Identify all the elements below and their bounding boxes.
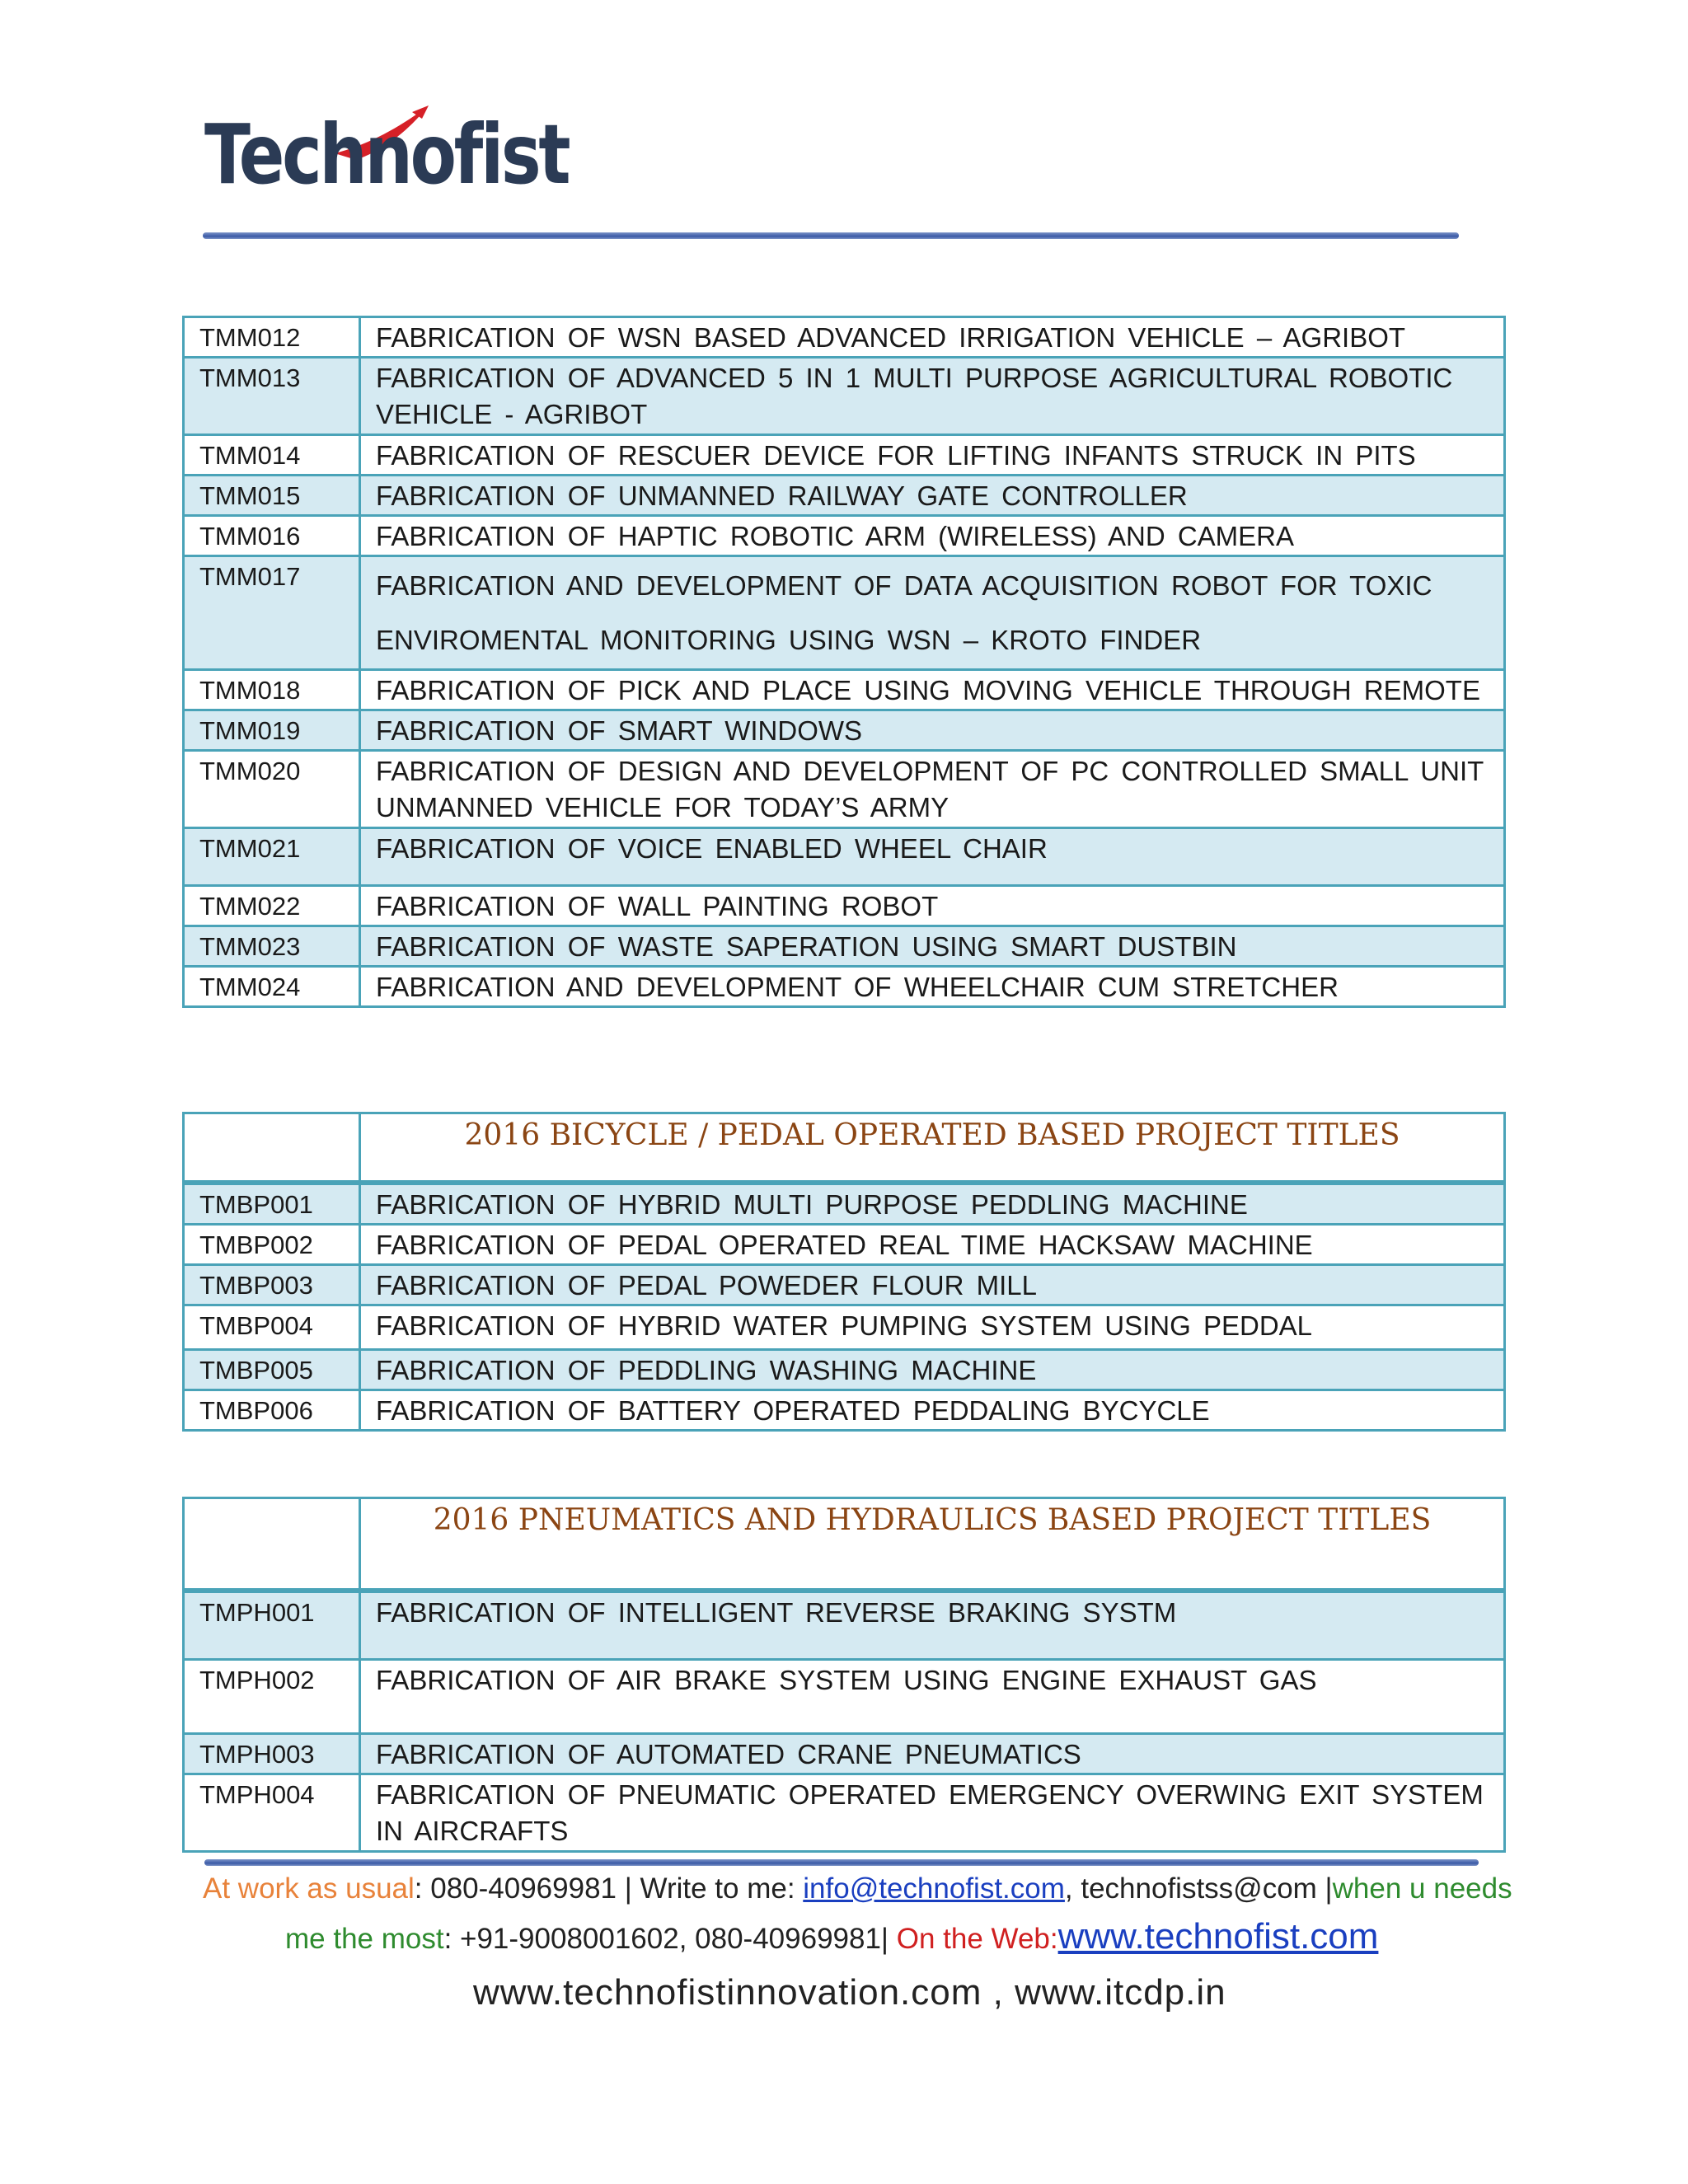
table-row [184, 516, 1505, 556]
table-row [184, 556, 1505, 670]
project-title: FABRICATION OF PEDDLING WASHING MACHINE [360, 1349, 1505, 1390]
project-title: FABRICATION OF WSN BASED ADVANCED IRRIGATION VEHICLE – AGRIBOT [360, 317, 1505, 358]
table-row [184, 1349, 1505, 1390]
table-row [184, 1305, 1505, 1349]
project-code: TMBP001 [184, 1183, 360, 1225]
project-code: TMM021 [184, 828, 360, 886]
project-title: FABRICATION OF SMART WINDOWS [360, 710, 1505, 751]
project-code: TMM018 [184, 670, 360, 710]
table-row [184, 1591, 1505, 1660]
project-title: FABRICATION OF ADVANCED 5 IN 1 MULTI PURPOSE AGRICULTURAL ROBOTIC VEHICLE - AGRIBOT [360, 358, 1505, 435]
work-phone: : 080-40969981 | Write to me: [414, 1872, 804, 1905]
table-row [184, 1390, 1505, 1430]
project-code: TMPH004 [184, 1774, 360, 1852]
table-row [184, 967, 1505, 1007]
table-row [184, 1734, 1505, 1774]
table-row [184, 828, 1505, 886]
table-row [184, 670, 1505, 710]
project-title: FABRICATION OF RESCUER DEVICE FOR LIFTING INFANTS STRUCK IN PITS [360, 435, 1505, 476]
project-title: FABRICATION OF BATTERY OPERATED PEDDALING BYCYCLE [360, 1390, 1505, 1430]
project-code: TMM016 [184, 516, 360, 556]
footer-contact-line [203, 1869, 1512, 1909]
footer-sites-line: www.technofistinnovation.com , www.itcdp.in [473, 1972, 1226, 2013]
project-code: TMBP002 [184, 1224, 360, 1264]
project-title: FABRICATION OF UNMANNED RAILWAY GATE CONTROLLER [360, 476, 1505, 516]
project-title: FABRICATION OF HYBRID WATER PUMPING SYSTEM USING PEDDAL [360, 1305, 1505, 1349]
table-row [184, 1264, 1505, 1305]
project-code: TMM022 [184, 886, 360, 926]
project-title: FABRICATION AND DEVELOPMENT OF WHEELCHAIR CUM STRETCHER [360, 967, 1505, 1007]
work-label: At work as usual [203, 1872, 415, 1905]
website-link[interactable]: www.technofist.com [1057, 1916, 1379, 1957]
header-code-cell [184, 1498, 360, 1591]
project-code: TMM013 [184, 358, 360, 435]
header-code-cell [184, 1113, 360, 1183]
project-code: TMPH001 [184, 1591, 360, 1660]
project-code: TMM019 [184, 710, 360, 751]
table-row [184, 751, 1505, 828]
table-row [184, 476, 1505, 516]
projects-table-pneumatics [182, 1497, 1506, 1853]
project-code: TMPH003 [184, 1734, 360, 1774]
email-link[interactable]: info@technofist.com [803, 1872, 1065, 1905]
project-title: FABRICATION OF INTELLIGENT REVERSE BRAKING SYSTM [360, 1591, 1505, 1660]
table-row [184, 358, 1505, 435]
project-code: TMBP006 [184, 1390, 360, 1430]
project-title: FABRICATION AND DEVELOPMENT OF DATA ACQUISITION ROBOT FOR TOXIC ENVIROMENTAL MONITORING USING WSN – KROTO FINDER [360, 556, 1505, 670]
logo-text: Technofist [204, 106, 569, 203]
project-code: TMBP004 [184, 1305, 360, 1349]
section-title: 2016 BICYCLE / PEDAL OPERATED BASED PROJECT TITLES [360, 1113, 1505, 1183]
project-title: FABRICATION OF AIR BRAKE SYSTEM USING ENGINE EXHAUST GAS [360, 1660, 1505, 1734]
project-title: FABRICATION OF PEDAL POWEDER FLOUR MILL [360, 1264, 1505, 1305]
table-header-row [184, 1498, 1505, 1591]
web-label: On the Web: [889, 1923, 1058, 1955]
project-code: TMM012 [184, 317, 360, 358]
project-code: TMM017 [184, 556, 360, 670]
projects-table-bicycle [182, 1112, 1506, 1432]
section-title: 2016 PNEUMATICS AND HYDRAULICS BASED PROJECT TITLES [360, 1498, 1505, 1591]
project-title: FABRICATION OF PNEUMATIC OPERATED EMERGENCY OVERWING EXIT SYSTEM IN AIRCRAFTS [360, 1774, 1505, 1852]
project-title: FABRICATION OF VOICE ENABLED WHEEL CHAIR [360, 828, 1505, 886]
header-rule [203, 232, 1459, 239]
project-code: TMPH002 [184, 1660, 360, 1734]
table-row [184, 435, 1505, 476]
table-row [184, 926, 1505, 967]
project-code: TMM014 [184, 435, 360, 476]
project-title: FABRICATION OF DESIGN AND DEVELOPMENT OF PC CONTROLLED SMALL UNIT UNMANNED VEHICLE FOR TODAY’S ARMY [360, 751, 1505, 828]
project-title: FABRICATION OF WALL PAINTING ROBOT [360, 886, 1505, 926]
project-title: FABRICATION OF HYBRID MULTI PURPOSE PEDDLING MACHINE [360, 1183, 1505, 1225]
mobile-phone: : +91-9008001602, 080-40969981| [443, 1923, 889, 1955]
table-row [184, 1224, 1505, 1264]
project-code: TMBP003 [184, 1264, 360, 1305]
project-title: FABRICATION OF PICK AND PLACE USING MOVING VEHICLE THROUGH REMOTE [360, 670, 1505, 710]
table-row [184, 1660, 1505, 1734]
projects-table-mechanical [182, 316, 1506, 1008]
footer-rule [204, 1859, 1479, 1866]
table-row [184, 317, 1505, 358]
footer-phone-line [285, 1917, 1378, 1959]
project-code: TMBP005 [184, 1349, 360, 1390]
project-title: FABRICATION OF PEDAL OPERATED REAL TIME HACKSAW MACHINE [360, 1224, 1505, 1264]
table-row [184, 1183, 1505, 1225]
project-code: TMM023 [184, 926, 360, 967]
table-row [184, 710, 1505, 751]
need-label-2: me the most [285, 1923, 444, 1955]
project-title: FABRICATION OF WASTE SAPERATION USING SMART DUSTBIN [360, 926, 1505, 967]
project-code: TMM020 [184, 751, 360, 828]
project-title: FABRICATION OF AUTOMATED CRANE PNEUMATICS [360, 1734, 1505, 1774]
table-header-row [184, 1113, 1505, 1183]
project-title: FABRICATION OF HAPTIC ROBOTIC ARM (WIRELESS) AND CAMERA [360, 516, 1505, 556]
table-row [184, 886, 1505, 926]
table-row [184, 1774, 1505, 1852]
email-secondary: , technofistss@com | [1064, 1872, 1333, 1905]
need-label: when u needs [1332, 1872, 1512, 1905]
project-code: TMM015 [184, 476, 360, 516]
project-code: TMM024 [184, 967, 360, 1007]
